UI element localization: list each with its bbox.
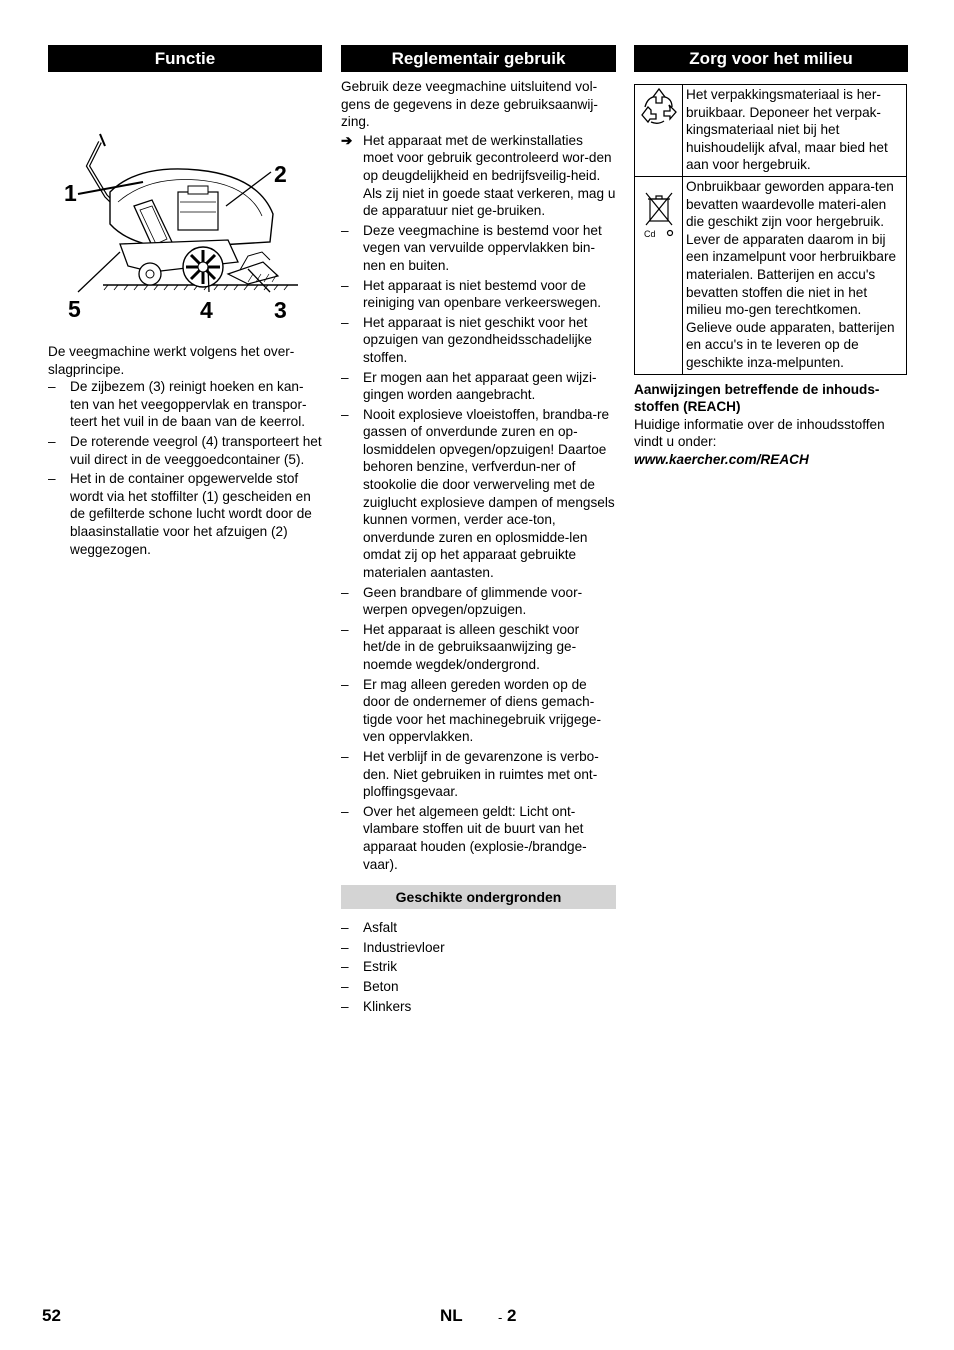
column-functie [48, 45, 322, 560]
list-item: – Estrik [341, 959, 397, 975]
functie-intro: De veegmachine werkt volgens het over-slagprincipe. [48, 344, 295, 377]
surfaces-list [341, 919, 616, 1015]
list-item: – Geen brandbare of glimmende voor-werpen opvegen/opzuigen. [341, 584, 583, 618]
subheading-geschikte-ondergronden: Geschikte ondergronden [341, 885, 616, 909]
list-item: – Industrievloer [341, 939, 445, 955]
list-item: – Het verblijf in de gevarenzone is verbo-den. Niet gebruiken in ruimtes met ont-ploffingsgevaar. [341, 748, 599, 800]
arrow-instruction: ➔ Het apparaat met de werkinstallaties moet voor gebruik gecontroleerd wor-den op deugdelijkheid en bedrijfsveilig-heid. Als zij niet in goede staat verkeren, mag u de apparatuur niet ge-bruiken. [341, 132, 616, 219]
heading-functie: Functie [48, 45, 322, 72]
column-milieu [634, 45, 908, 468]
list-item: – Het apparaat is alleen geschikt voor het/de in de gebruiksaanwijzing ge-noemde wegdek/ondergrond. [341, 621, 580, 672]
section-number: 2 [507, 1306, 517, 1325]
figure-label-3: 3 [274, 297, 287, 323]
list-item: – Klinkers [341, 998, 412, 1014]
list-item: – Er mogen aan het apparaat geen wijzi-gingen worden aangebracht. [341, 369, 597, 403]
table-row [635, 176, 907, 374]
reach-heading: Aanwijzingen betreffende de inhouds-stoffen (REACH) [634, 381, 880, 415]
sweeper-illustration [48, 84, 322, 323]
sweeper-figure [48, 84, 322, 323]
figure-label-4: 4 [200, 297, 213, 323]
table-row [635, 85, 907, 177]
environment-table [634, 84, 907, 375]
heading-zorg-voor-het-milieu: Zorg voor het milieu [634, 45, 908, 72]
heading-reglementair-gebruik: Reglementair gebruik [341, 45, 616, 72]
list-item: – Over het algemeen geldt: Licht ont-vlambare stoffen uit de buurt van het apparaat houden (explosie-/brandge-vaar). [341, 803, 587, 872]
reach-text: Huidige informatie over de inhoudsstoffen vindt u onder: [634, 416, 885, 450]
arrow-icon: ➔ [341, 132, 353, 148]
language-code: NL [440, 1306, 463, 1325]
list-item: – De zijbezem (3) reinigt hoeken en kan-ten van het veegoppervlak en transpor-teert het vuil in de baan van de keerrol. [48, 379, 307, 430]
list-item: – Het apparaat is niet geschikt voor het opzuigen van gezondheidsschadelijke stoffen. [341, 314, 592, 365]
figure-label-2: 2 [274, 161, 287, 187]
list-item: – Er mag alleen gereden worden op de door de ondernemer of diens gemach-tigde voor het machinegebruik vrijgege-ven oppervlakken. [341, 676, 602, 745]
functie-list [48, 378, 322, 558]
list-item: – Deze veegmachine is bestemd voor het vegen van vervuilde oppervlakken bin-nen en buiten. [341, 222, 602, 273]
footer-dash: - [498, 1310, 503, 1325]
cd-label: Cd [643, 228, 656, 239]
recycle-text: Het verpakkingsmateriaal is her-bruikbaar. Deponeer het verpak-kingsmateriaal niet bij het huishoudelijk afval, maar bied het aan voor hergebruik. [683, 85, 907, 177]
reach-link[interactable]: www.kaercher.com/REACH [634, 451, 809, 467]
disposal-text: Onbruikbaar geworden appara-ten bevatten waardevolle materi-alen die geschikt zijn voor hergebruik. Lever de apparaten daarom in bij een inzamelpunt voor herbruikbare materialen. Batterijen en accu's bevatten stoffen die niet in het milieu mo-gen terechtkomen. Gelieve oude apparaten, batterijen en accu's in te leveren op de geschikte inza-melpunten. [683, 176, 907, 374]
recycle-icon [636, 85, 682, 131]
list-item: – Nooit explosieve vloeistoffen, brandba-re gassen of onverdunde zuren en op-losmiddelen opvegen/opzuigen! Daartoe behoren benzine, verfverdun-ner of stookolie die door verwerveling met de zuiglucht explosieve dampen of mengsels kunnen vormen, verder ace-ton, onverdunde zuren en oplosmidde-len omdat zij op het apparaat gebruikte materialen aantasten. [341, 406, 615, 581]
crossed-bin-icon [636, 177, 682, 239]
recycle-cell [635, 85, 683, 177]
figure-label-1: 1 [64, 180, 77, 206]
figure-label-5: 5 [68, 296, 81, 322]
page-number: 52 [42, 1306, 61, 1325]
list-item: – Het apparaat is niet bestemd voor de reiniging van openbare verkeerswegen. [341, 277, 602, 311]
column-reglementair-gebruik [341, 45, 616, 1017]
gebruik-intro: Gebruik deze veegmachine uitsluitend vol-gens de gegevens in deze gebruiksaanwij-zing. [341, 79, 598, 130]
list-item: – Asfalt [341, 920, 397, 936]
list-item: – De roterende veegrol (4) transporteert het vuil direct in de veeggoedcontainer (5). [48, 433, 322, 467]
list-item: – Beton [341, 978, 399, 994]
list-item: – Het in de container opgewervelde stof wordt via het stoffilter (1) gescheiden en de gefilterde schone lucht wordt door de blaasinstallatie voor het afzuigen (2) weggezogen. [48, 471, 312, 557]
bin-cell [635, 176, 683, 374]
gebruik-list [341, 222, 616, 873]
